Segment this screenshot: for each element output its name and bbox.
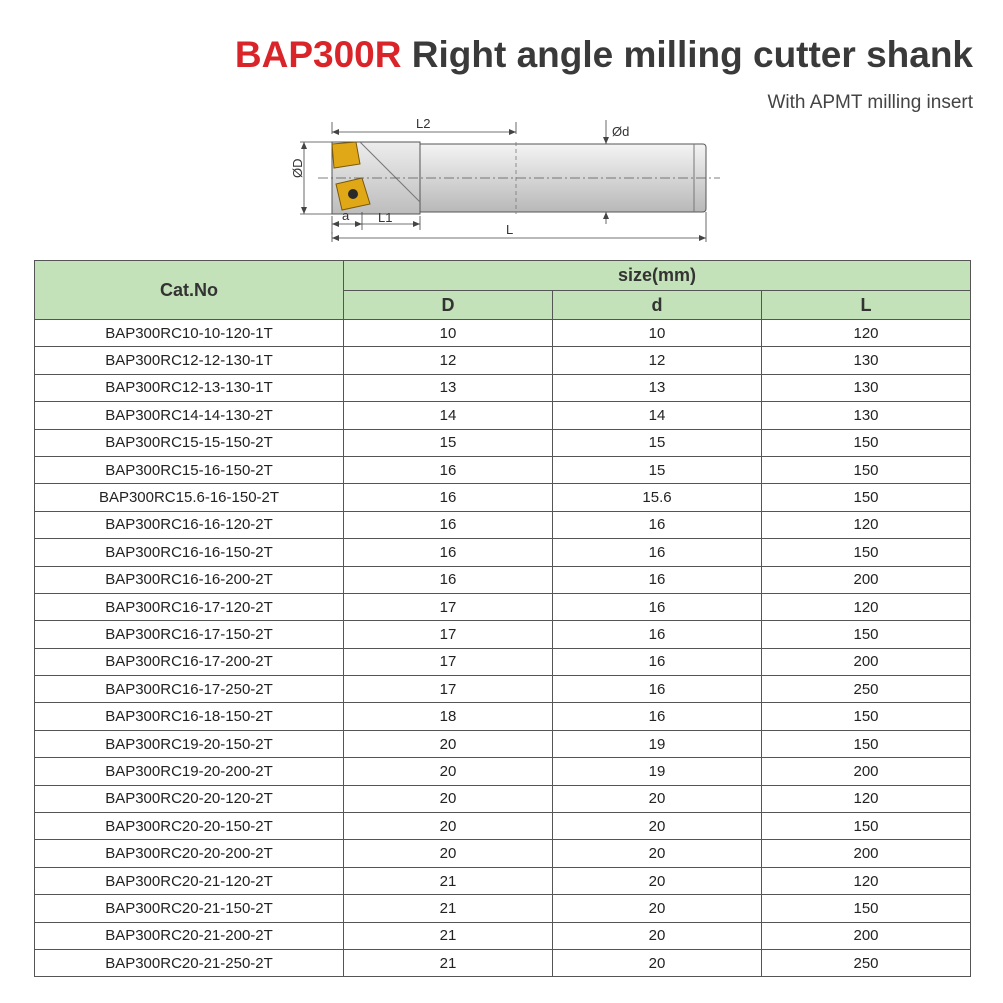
cell-L: 150: [762, 539, 971, 566]
cell-cat-no: BAP300RC20-21-150-2T: [35, 895, 344, 922]
cell-D: 17: [344, 648, 553, 675]
cell-d: 16: [553, 703, 762, 730]
cell-D: 16: [344, 511, 553, 538]
cell-cat-no: BAP300RC19-20-200-2T: [35, 758, 344, 785]
label-D: ØD: [290, 158, 305, 178]
cell-L: 150: [762, 456, 971, 483]
header-catno: Cat.No: [35, 261, 344, 320]
cell-D: 21: [344, 949, 553, 976]
table-row: [35, 374, 971, 401]
cell-L: 150: [762, 730, 971, 757]
cell-D: 10: [344, 320, 553, 347]
cell-d: 13: [553, 374, 762, 401]
cell-d: 20: [553, 949, 762, 976]
cell-D: 20: [344, 840, 553, 867]
cell-cat-no: BAP300RC20-20-200-2T: [35, 840, 344, 867]
page-title: [235, 34, 973, 76]
cell-L: 120: [762, 867, 971, 894]
label-d: Ød: [612, 124, 630, 139]
tool-diagram: [270, 112, 730, 250]
cell-D: 21: [344, 922, 553, 949]
cell-L: 250: [762, 949, 971, 976]
cell-D: 17: [344, 676, 553, 703]
cell-d: 20: [553, 840, 762, 867]
spec-table-body: [35, 320, 971, 977]
cell-d: 20: [553, 895, 762, 922]
cell-L: 250: [762, 676, 971, 703]
cell-D: 16: [344, 566, 553, 593]
cell-d: 15: [553, 456, 762, 483]
cell-d: 19: [553, 758, 762, 785]
cell-cat-no: BAP300RC14-14-130-2T: [35, 402, 344, 429]
table-row: [35, 648, 971, 675]
cell-cat-no: BAP300RC15-16-150-2T: [35, 456, 344, 483]
spec-table: [34, 260, 971, 977]
cell-L: 150: [762, 484, 971, 511]
cell-L: 150: [762, 703, 971, 730]
cell-cat-no: BAP300RC12-12-130-1T: [35, 347, 344, 374]
cell-cat-no: BAP300RC15-15-150-2T: [35, 429, 344, 456]
cell-L: 200: [762, 840, 971, 867]
cell-L: 120: [762, 593, 971, 620]
table-row: [35, 593, 971, 620]
cell-L: 200: [762, 566, 971, 593]
cell-cat-no: BAP300RC16-17-150-2T: [35, 621, 344, 648]
insert-top: [332, 142, 360, 168]
label-L: L: [506, 222, 514, 237]
cell-L: 200: [762, 648, 971, 675]
cell-D: 15: [344, 429, 553, 456]
cell-d: 20: [553, 813, 762, 840]
table-row: [35, 730, 971, 757]
cell-D: 13: [344, 374, 553, 401]
cell-L: 130: [762, 402, 971, 429]
table-row: [35, 429, 971, 456]
cell-D: 17: [344, 621, 553, 648]
cell-L: 130: [762, 374, 971, 401]
cell-cat-no: BAP300RC12-13-130-1T: [35, 374, 344, 401]
cell-D: 20: [344, 730, 553, 757]
cell-D: 21: [344, 895, 553, 922]
table-row: [35, 813, 971, 840]
cell-L: 200: [762, 758, 971, 785]
cell-d: 19: [553, 730, 762, 757]
header-size: size(mm): [344, 261, 971, 291]
table-row: [35, 922, 971, 949]
cell-cat-no: BAP300RC16-17-200-2T: [35, 648, 344, 675]
cell-d: 20: [553, 867, 762, 894]
table-row: [35, 676, 971, 703]
cell-D: 17: [344, 593, 553, 620]
label-l1: L1: [378, 210, 393, 225]
cell-D: 21: [344, 867, 553, 894]
table-row: [35, 539, 971, 566]
cell-d: 16: [553, 566, 762, 593]
cell-D: 20: [344, 785, 553, 812]
cell-L: 150: [762, 621, 971, 648]
cell-cat-no: BAP300RC15.6-16-150-2T: [35, 484, 344, 511]
table-row: [35, 895, 971, 922]
cell-d: 16: [553, 621, 762, 648]
product-code: BAP300R: [234, 34, 402, 75]
cell-D: 16: [344, 456, 553, 483]
cell-L: 150: [762, 813, 971, 840]
cell-d: 20: [553, 922, 762, 949]
cell-cat-no: BAP300RC20-21-200-2T: [35, 922, 344, 949]
product-title: Right angle milling cutter shank: [411, 34, 973, 75]
header-D: D: [344, 291, 553, 320]
cell-d: 16: [553, 511, 762, 538]
table-row: [35, 621, 971, 648]
cell-D: 16: [344, 539, 553, 566]
cell-d: 16: [553, 593, 762, 620]
cell-L: 150: [762, 895, 971, 922]
cell-D: 20: [344, 813, 553, 840]
cell-cat-no: BAP300RC16-17-250-2T: [35, 676, 344, 703]
cell-cat-no: BAP300RC16-16-150-2T: [35, 539, 344, 566]
cell-cat-no: BAP300RC20-20-150-2T: [35, 813, 344, 840]
table-row: [35, 867, 971, 894]
cell-L: 120: [762, 320, 971, 347]
cell-cat-no: BAP300RC20-21-250-2T: [35, 949, 344, 976]
header-d: d: [553, 291, 762, 320]
table-row: [35, 320, 971, 347]
cell-D: 12: [344, 347, 553, 374]
table-row: [35, 402, 971, 429]
cell-cat-no: BAP300RC16-16-200-2T: [35, 566, 344, 593]
cell-L: 200: [762, 922, 971, 949]
cell-L: 130: [762, 347, 971, 374]
cell-cat-no: BAP300RC10-10-120-1T: [35, 320, 344, 347]
table-row: [35, 511, 971, 538]
cell-L: 120: [762, 785, 971, 812]
table-row: [35, 758, 971, 785]
label-a: a: [342, 208, 350, 223]
table-row: [35, 566, 971, 593]
cell-d: 10: [553, 320, 762, 347]
cell-D: 18: [344, 703, 553, 730]
table-row: [35, 785, 971, 812]
cell-D: 14: [344, 402, 553, 429]
cell-cat-no: BAP300RC19-20-150-2T: [35, 730, 344, 757]
table-row: [35, 456, 971, 483]
cell-D: 16: [344, 484, 553, 511]
header-L: L: [762, 291, 971, 320]
table-row: [35, 703, 971, 730]
cell-cat-no: BAP300RC16-18-150-2T: [35, 703, 344, 730]
cell-cat-no: BAP300RC16-17-120-2T: [35, 593, 344, 620]
cell-d: 16: [553, 676, 762, 703]
cell-d: 15: [553, 429, 762, 456]
cell-L: 150: [762, 429, 971, 456]
cell-d: 16: [553, 648, 762, 675]
cell-cat-no: BAP300RC16-16-120-2T: [35, 511, 344, 538]
cell-D: 20: [344, 758, 553, 785]
table-row: [35, 484, 971, 511]
cell-cat-no: BAP300RC20-21-120-2T: [35, 867, 344, 894]
cell-L: 120: [762, 511, 971, 538]
cell-d: 16: [553, 539, 762, 566]
cell-d: 12: [553, 347, 762, 374]
cell-d: 20: [553, 785, 762, 812]
cell-d: 15.6: [553, 484, 762, 511]
cell-cat-no: BAP300RC20-20-120-2T: [35, 785, 344, 812]
table-row: [35, 949, 971, 976]
label-l2: L2: [416, 116, 431, 131]
page-subtitle: With APMT milling insert: [767, 92, 973, 113]
cell-d: 14: [553, 402, 762, 429]
table-row: [35, 347, 971, 374]
table-row: [35, 840, 971, 867]
